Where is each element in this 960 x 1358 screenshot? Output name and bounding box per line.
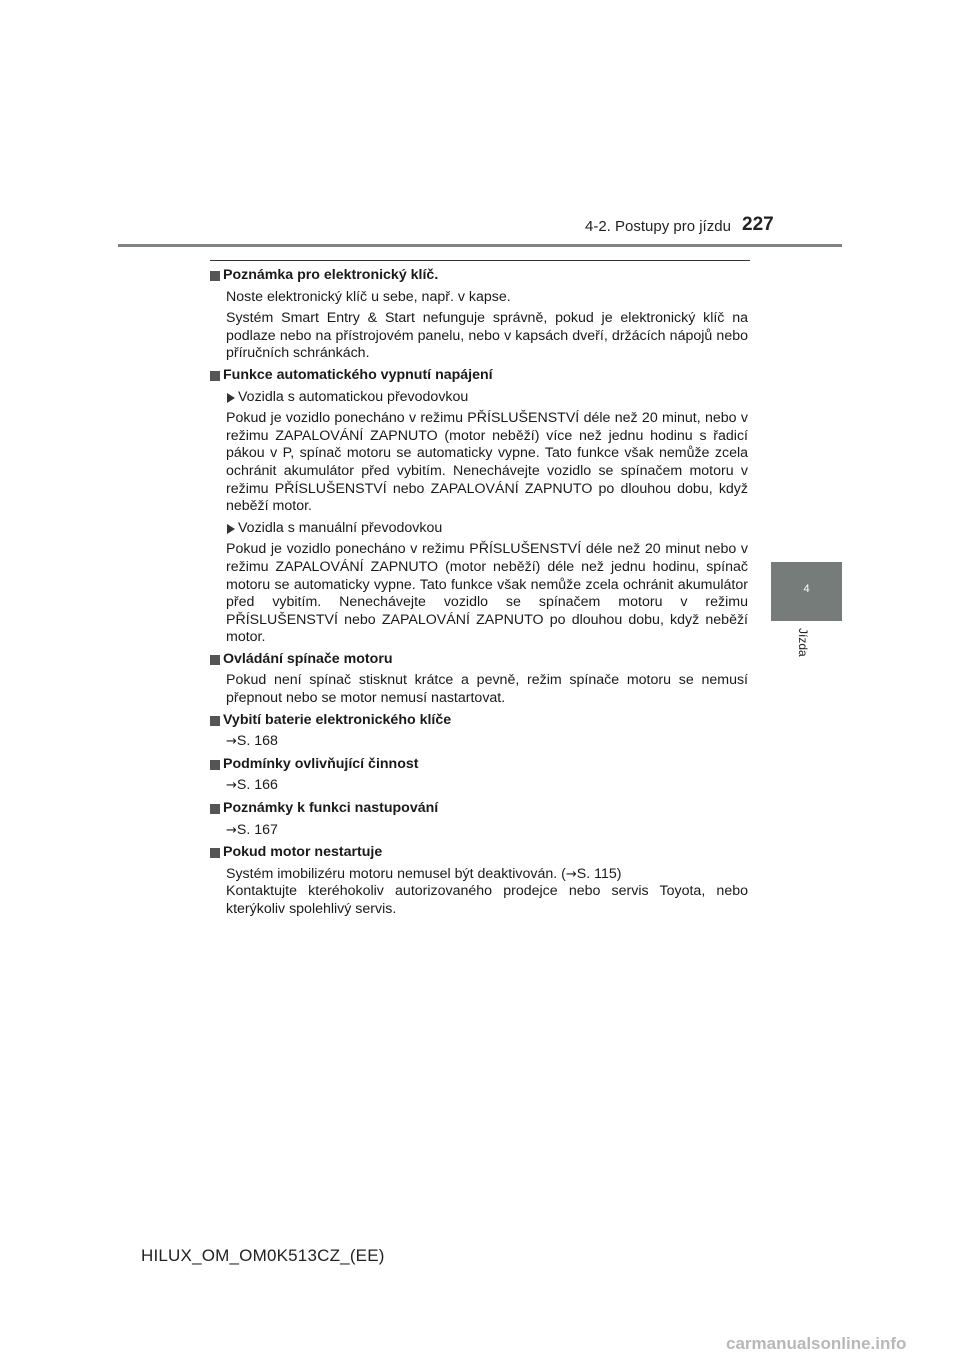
section-title: Ovládání spínače motoru [210, 651, 748, 669]
arrow-right-icon: → [226, 778, 237, 794]
section-key-battery [210, 712, 748, 751]
section-title: Funkce automatického vypnutí napájení [210, 367, 748, 385]
section-engine-switch [210, 651, 748, 708]
paragraph: Noste elektronický klíč u sebe, např. v kapse. [226, 288, 511, 305]
content-rule [210, 260, 750, 261]
chapter-tab[interactable] [771, 562, 842, 621]
section-title: Vybití baterie elektronického klíče [210, 712, 748, 730]
section-operating-conditions [210, 756, 748, 795]
chapter-tab-label: Jízda [796, 628, 810, 657]
square-bullet-icon [210, 271, 220, 281]
arrow-right-icon: → [226, 734, 237, 750]
section-entry-notes [210, 800, 748, 839]
section-title: Poznámky k funkci nastupování [210, 800, 748, 818]
page-reference[interactable]: →S. 166 [226, 777, 278, 794]
header-rule [118, 244, 842, 247]
paragraph: Pokud není spínač stisknut krátce a pevně, režim spínače motoru se nemusí přepnout nebo se motor nemusí nastartovat. [226, 672, 748, 707]
section-title: Pokud motor nestartuje [210, 844, 748, 862]
triangle-right-icon [227, 393, 235, 403]
page-reference[interactable]: →S. 168 [226, 733, 278, 750]
page-reference[interactable]: S. 115 [576, 865, 617, 882]
section-auto-power-off [210, 367, 748, 647]
chapter-tab-number: 4 [803, 583, 810, 595]
triangle-right-icon [227, 524, 235, 534]
square-bullet-icon [210, 655, 220, 665]
page-reference[interactable]: →S. 167 [226, 821, 278, 838]
square-bullet-icon [210, 371, 220, 381]
paragraph: Kontaktujte kteréhokoliv autorizovaného prodejce nebo servis Toyota, nebo kterýkoliv spolehlivý servis. [226, 883, 748, 917]
sub-heading-automatic: Vozidla s automatickou převodovkou [226, 389, 748, 407]
page-content [210, 264, 748, 923]
arrow-right-icon: → [226, 822, 237, 838]
page-number: 227 [742, 214, 774, 235]
section-title: Poznámka pro elektronický klíč. [210, 267, 748, 285]
paragraph: Systém imobilizéru motoru nemusel být deaktivován. (→S. 115) [226, 865, 622, 882]
arrow-right-icon: → [565, 866, 577, 882]
square-bullet-icon [210, 848, 220, 858]
header-section: 4-2. Postupy pro jízdu [585, 218, 731, 235]
square-bullet-icon [210, 804, 220, 814]
section-title: Podmínky ovlivňující činnost [210, 756, 748, 774]
sub-heading-manual: Vozidla s manuální převodovkou [226, 520, 748, 538]
footer-code: HILUX_OM_OM0K513CZ_(EE) [141, 1246, 385, 1265]
square-bullet-icon [210, 716, 220, 726]
watermark: carmanualsonline.info [726, 1334, 907, 1353]
section-engine-not-starting [210, 844, 748, 918]
paragraph: Pokud je vozidlo ponecháno v režimu PŘÍSLUŠENSTVÍ déle než 20 minut nebo v režimu ZAPALOVÁNÍ ZAPNUTO (motor neběží) déle než jednu hodinu, spínač motoru se automaticky vypne. Tato funkce však nemůže zcela ochránit akumulátor před vybitím. Nenechávejte vozidlo se spínačem motoru v režimu PŘÍSLUŠENSTVÍ nebo ZAPALOVÁNÍ ZAPNUTO po dlouhou dobu, když neběží motor. [226, 541, 748, 646]
section-electronic-key-note [210, 267, 748, 363]
paragraph: Pokud je vozidlo ponecháno v režimu PŘÍSLUŠENSTVÍ déle než 20 minut, nebo v režimu ZAPALOVÁNÍ ZAPNUTO (motor neběží) více než jednu hodinu s řadicí pákou v P, spínač motoru se automaticky vypne. Tato funkce však nemůže zcela ochránit akumulátor před vybitím. Nenechávejte vozidlo se spínačem motoru v režimu PŘÍSLUŠENSTVÍ nebo ZAPALOVÁNÍ ZAPNUTO po dlouhou dobu, když neběží motor. [226, 410, 748, 515]
paragraph: Systém Smart Entry & Start nefunguje správně, pokud je elektronický klíč na podlaze nebo na přístrojovém panelu, nebo v kapsách dveří, držácích nápojů nebo příručních schránkách. [226, 310, 748, 362]
square-bullet-icon [210, 760, 220, 770]
